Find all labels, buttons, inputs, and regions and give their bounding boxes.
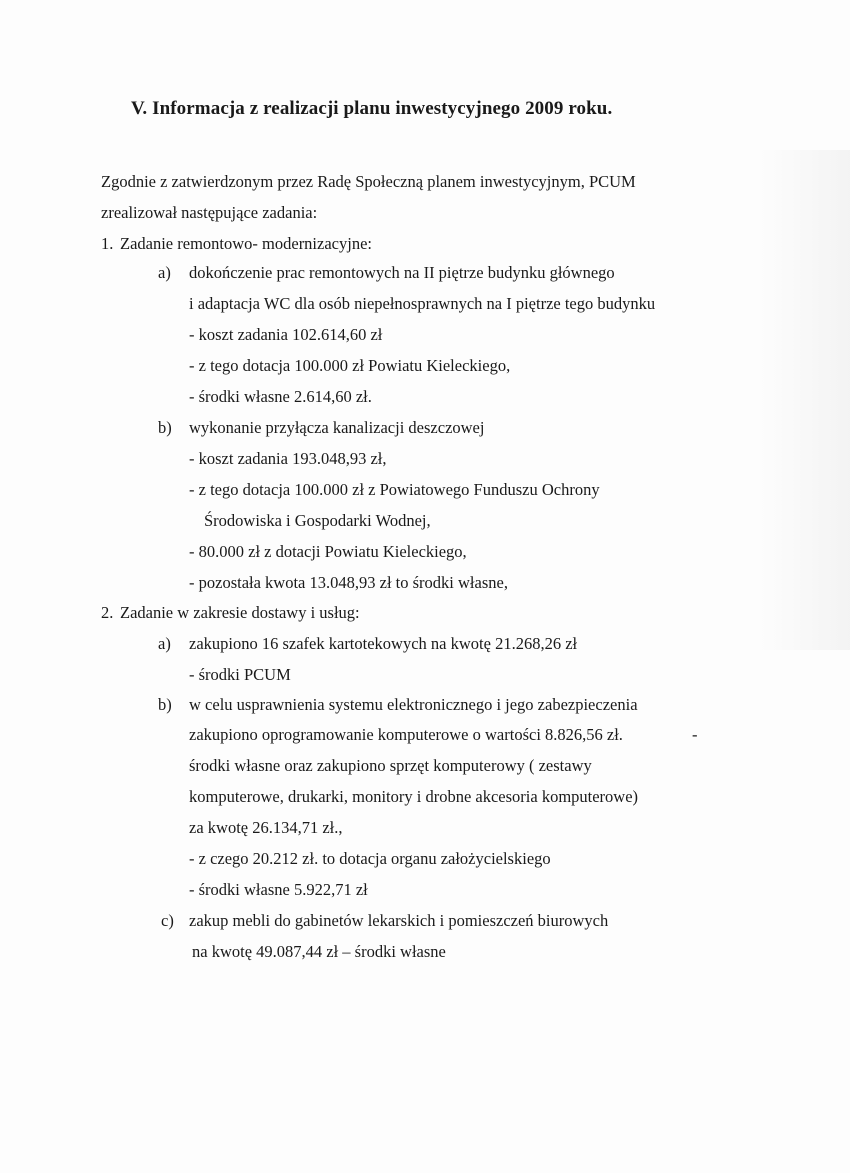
item-2c-marker: c) bbox=[161, 911, 174, 930]
item-2c-line-2: na kwotę 49.087,44 zł – środki własne bbox=[192, 942, 446, 961]
item-1a-line-2: i adaptacja WC dla osób niepełnosprawnych na I piętrze tego budynku bbox=[189, 294, 656, 313]
section-1-title: Zadanie remontowo- modernizacyjne: bbox=[120, 234, 372, 253]
item-2a-line-1: zakupiono 16 szafek kartotekowych na kwotę 21.268,26 zł bbox=[189, 634, 578, 653]
item-2b-line-1: w celu usprawnienia systemu elektronicznego i jego zabezpieczenia bbox=[189, 695, 638, 714]
item-1b-line-1: wykonanie przyłącza kanalizacji deszczowej bbox=[189, 418, 485, 437]
item-1a-line-3: - koszt zadania 102.614,60 zł bbox=[189, 325, 383, 344]
section-2-title: Zadanie w zakresie dostawy i usług: bbox=[120, 603, 360, 622]
item-1b-line-4: Środowiska i Gospodarki Wodnej, bbox=[204, 511, 431, 530]
section-2-marker: 2. bbox=[101, 603, 114, 622]
item-1b-marker: b) bbox=[158, 418, 172, 437]
intro-line-2: zrealizował następujące zadania: bbox=[101, 203, 318, 222]
intro-line-1: Zgodnie z zatwierdzonym przez Radę Społeczną planem inwestycyjnym, PCUM bbox=[101, 172, 636, 191]
item-1b-line-2: - koszt zadania 193.048,93 zł, bbox=[189, 449, 387, 468]
item-2c-line-1: zakup mebli do gabinetów lekarskich i pomieszczeń biurowych bbox=[189, 911, 609, 930]
item-2b-line-3: środki własne oraz zakupiono sprzęt komputerowy ( zestawy bbox=[189, 756, 592, 775]
item-2b-line-7: - środki własne 5.922,71 zł bbox=[189, 880, 368, 899]
item-2b-trailing-dash: - bbox=[692, 725, 698, 744]
item-1a-line-5: - środki własne 2.614,60 zł. bbox=[189, 387, 372, 406]
document-title: V. Informacja z realizacji planu inwestycyjnego 2009 roku. bbox=[131, 98, 613, 119]
item-2b-line-2: zakupiono oprogramowanie komputerowe o wartości 8.826,56 zł. bbox=[189, 725, 623, 744]
item-1a-line-1: dokończenie prac remontowych na II piętrze budynku głównego bbox=[189, 263, 615, 282]
item-2b-line-5: za kwotę 26.134,71 zł., bbox=[189, 818, 343, 837]
scan-shadow bbox=[760, 150, 850, 650]
item-1a-line-4: - z tego dotacja 100.000 zł Powiatu Kieleckiego, bbox=[189, 356, 511, 375]
item-1b-line-6: - pozostała kwota 13.048,93 zł to środki własne, bbox=[189, 573, 508, 592]
item-1a-marker: a) bbox=[158, 263, 171, 282]
item-2a-marker: a) bbox=[158, 634, 171, 653]
item-2a-line-2: - środki PCUM bbox=[189, 665, 291, 684]
section-1-marker: 1. bbox=[101, 234, 114, 253]
item-2b-line-6: - z czego 20.212 zł. to dotacja organu założycielskiego bbox=[189, 849, 551, 868]
item-2b-line-4: komputerowe, drukarki, monitory i drobne akcesoria komputerowe) bbox=[189, 787, 639, 806]
item-1b-line-5: - 80.000 zł z dotacji Powiatu Kieleckiego, bbox=[189, 542, 467, 561]
item-2b-marker: b) bbox=[158, 695, 172, 714]
item-1b-line-3: - z tego dotacja 100.000 zł z Powiatowego Funduszu Ochrony bbox=[189, 480, 600, 499]
